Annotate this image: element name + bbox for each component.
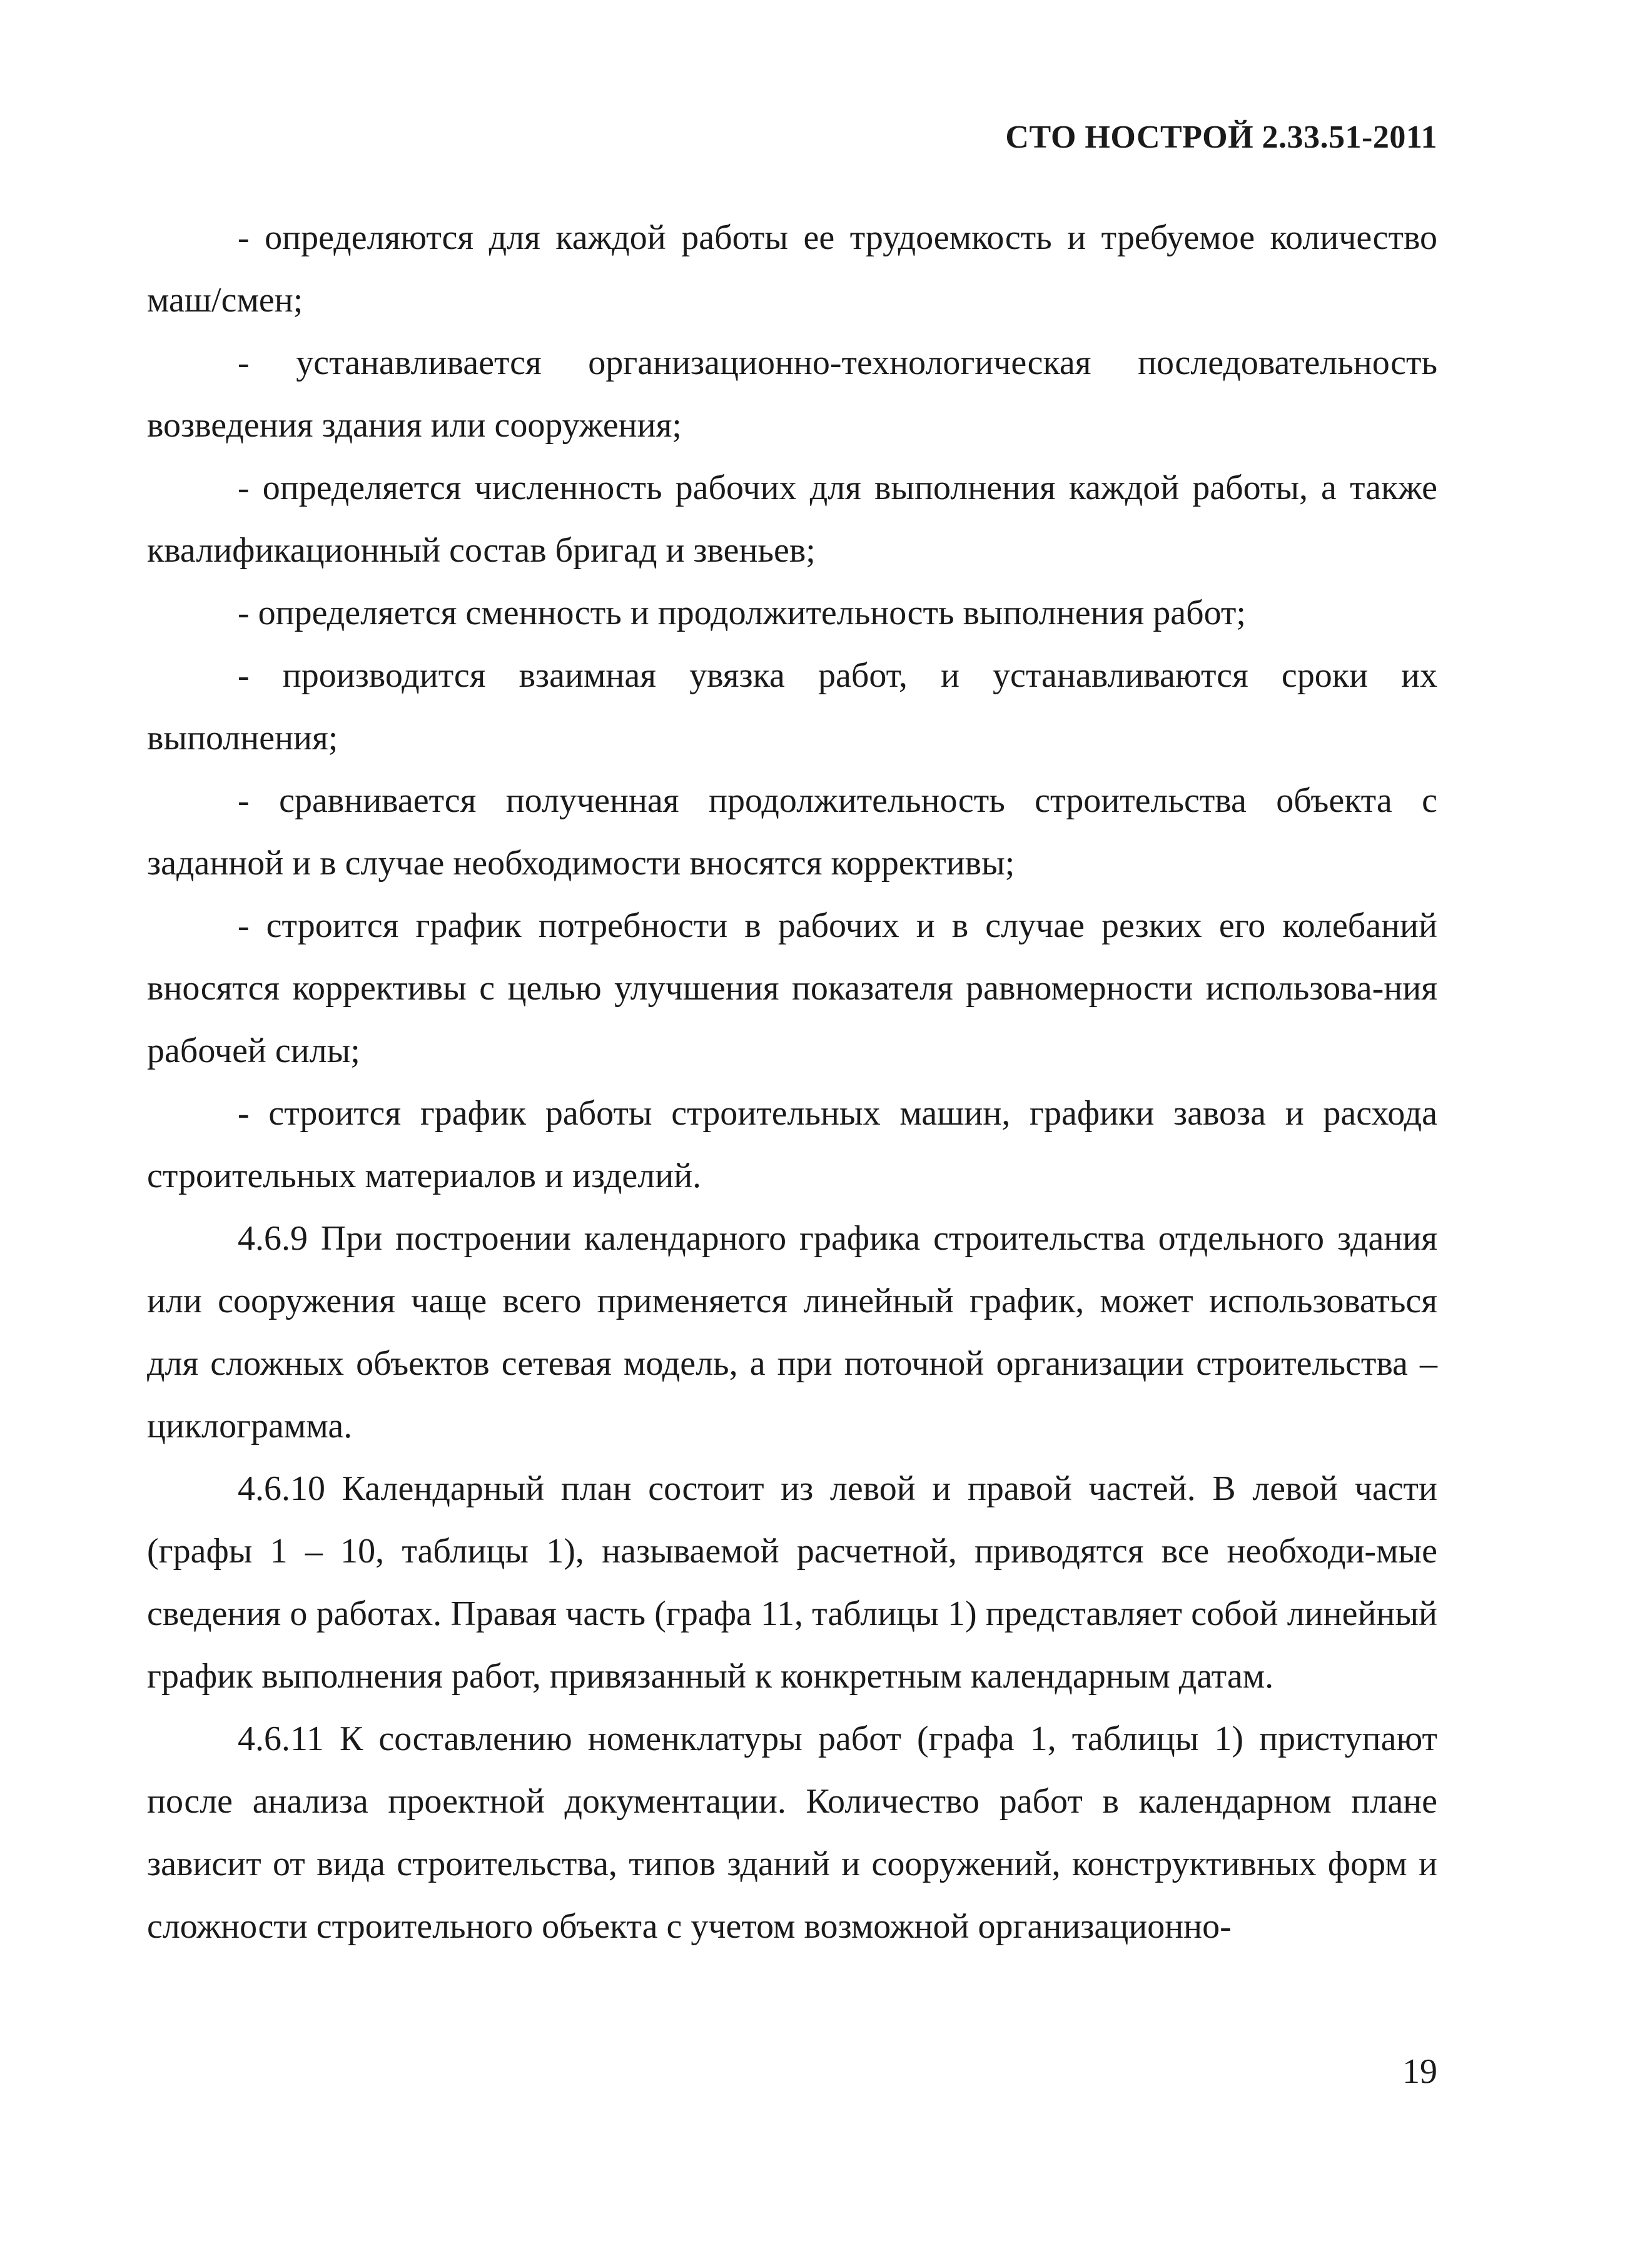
paragraph: 4.6.9 При построении календарного графика строительства отдельного здания или сооружения чаще всего применяется линейный график, может использоваться для сложных объектов сетевая модель, а при поточной организации строительства – циклограмма. (147, 1219, 1437, 1445)
paragraph: - определяется сменность и продолжительность выполнения работ; (238, 594, 1246, 632)
paragraph: - определяются для каждой работы ее трудоемкость и требуемое количество маш/смен; (147, 218, 1437, 320)
page-number: 19 (1402, 2052, 1437, 2091)
paragraph: - производится взаимная увязка работ, и устанавливаются сроки их выполнения; (147, 656, 1437, 757)
paragraph: 4.6.11 К составлению номенклатуры работ (графа 1, таблицы 1) приступают после анализа проектной документации. Количество работ в календарном плане зависит от вида строительства, типов зданий и сооружений, конструктивных форм и сложности строительного объекта с учетом возможной организационно- (147, 1719, 1437, 1946)
document-code-header: СТО НОСТРОЙ 2.33.51-2011 (1005, 119, 1437, 155)
paragraph: - строится график работы строительных машин, графики завоза и расхода строительных материалов и изделий. (147, 1094, 1437, 1195)
paragraph: - сравнивается полученная продолжительность строительства объекта с заданной и в случае необходимости вносятся коррективы; (147, 781, 1437, 883)
paragraph: - определяется численность рабочих для выполнения каждой работы, а также квалификационный состав бригад и звеньев; (147, 468, 1437, 570)
paragraph: 4.6.10 Календарный план состоит из левой и правой частей. В левой части (графы 1 – 10, таблицы 1), называемой расчетной, приводятся все необходи-мые сведения о работах. Правая часть (графа 11, таблицы 1) представляет собой линейный график выполнения работ, привязанный к конкретным календарным датам. (147, 1469, 1437, 1696)
paragraph: - устанавливается организационно-технологическая последовательность возведения здания или сооружения; (147, 343, 1437, 445)
paragraph: - строится график потребности в рабочих и в случае резких его колебаний вносятся коррективы с целью улучшения показателя равномерности использова-ния рабочей силы; (147, 906, 1437, 1070)
body-text (147, 206, 1437, 1958)
